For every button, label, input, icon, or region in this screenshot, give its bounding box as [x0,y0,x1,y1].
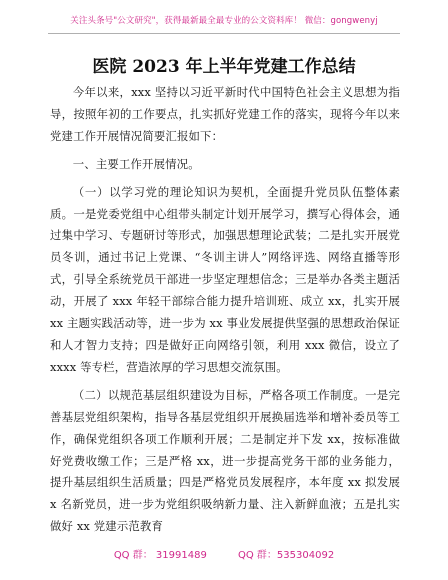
page-footer [0,546,448,561]
paragraph-study: （一）以学习党的理论知识为契机，全面提升党员队伍整体素质。一是党委党组中心组带头制定计划开展学习，撰写心得体会，通过集中学习、专题研讨等形式，加强思想理论武装；二是扎实开展党员冬训，通过书记上党课、“冬训主讲人”网络评选、网络直播等形式，引导全系统党员干部进一步坚定理想信念；三是举办各类主题活动，开展了 xxx 年轻干部综合能力提升培训班、成立 xx，扎实开展 xx 主题实践活动等，进一步为 xx 事业发展提供坚强的思想政治保证和人才智力支持；四是做好正向网络引领，利用 xxx 微信，设立了 xxxx 等专栏，营造浓厚的学习思想交流氛围。 [50,184,400,374]
section-heading: 一、主要工作开展情况。 [72,156,200,171]
intro-paragraph: 今年以来，xxx 坚持以习近平新时代中国特色社会主义思想为指导，按照年初的工作要点，扎实抓好党建工作的落实，现将今年以来党建工作开展情况简要汇报如下： [50,85,400,143]
footer-qq-group-2: QQ 群：535304092 [238,550,335,561]
paragraph-organization: （二）以规范基层组织建设为目标，严格各项工作制度。一是完善基层党组织架构，指导各基层党组织开展换届选举和增补委员等工作，确保党组织各项工作顺利开展；二是制定并下发 xx，按标准做好党费收缴工作；三是严格 xx，进一步提高党务干部的业务能力，提升基层组织生活质量；四是严格党员发展程序，本年度 xx 拟发展 x 名新党员，进一步为党组织吸纳新力量、注入新鲜血液；五是扎实做好 xx 党建示范教育 [50,387,400,534]
document-body [50,82,400,538]
header-notice: 关注头条号"公文研究"，获得最新最全最专业的公文资料库！ 微信：gongwenyj [70,16,378,26]
document-title: 医院 2023 年上半年党建工作总结 [92,57,356,77]
footer-qq-group-1: QQ 群： 31991489 [113,550,207,561]
header-divider [48,33,400,34]
